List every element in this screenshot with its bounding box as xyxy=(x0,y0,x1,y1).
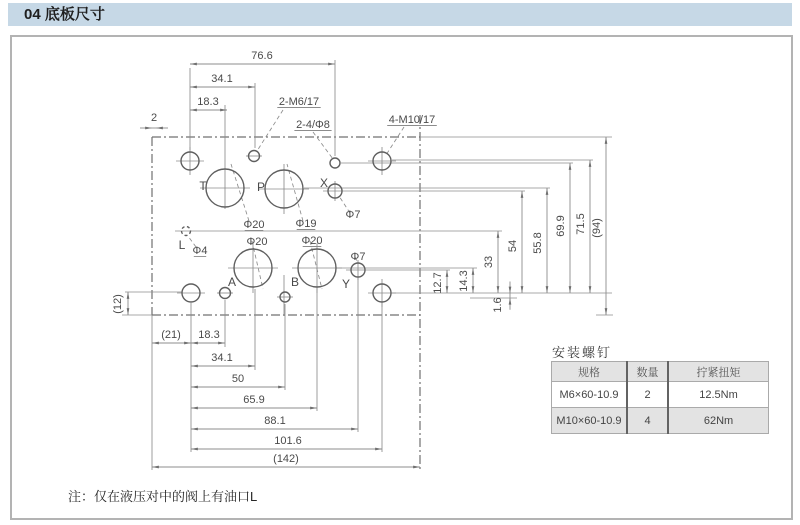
dim-arrow xyxy=(191,342,198,345)
dia-label-P: Φ19 xyxy=(295,218,317,230)
dim-value: 18.3 xyxy=(198,329,220,341)
dia-label-Y: Φ7 xyxy=(350,251,366,263)
dim-arrow xyxy=(191,428,198,431)
dim-arrow xyxy=(589,160,592,167)
dim-arrow xyxy=(190,63,197,66)
dim-value: (142) xyxy=(273,453,299,465)
cell-qty: 2 xyxy=(627,382,668,408)
dim-value: 69.9 xyxy=(555,215,567,237)
dim-arrow xyxy=(191,365,198,368)
col-header-spec: 规格 xyxy=(552,362,628,382)
col-header-torque: 拧紧扭矩 xyxy=(668,362,769,382)
dim-arrow xyxy=(278,386,285,389)
dia-label-B: Φ20 xyxy=(301,235,323,247)
dim-arrow xyxy=(472,268,475,275)
dim-value: (94) xyxy=(591,218,603,238)
dim-arrow xyxy=(446,286,449,293)
dim-value: 34.1 xyxy=(211,73,233,85)
port-label-A: A xyxy=(227,275,237,289)
dim-arrow xyxy=(184,342,191,345)
table-header-row xyxy=(552,362,769,382)
dim-value: 33 xyxy=(483,255,495,269)
dim-arrow xyxy=(328,63,335,66)
cell-spec: M10×60-10.9 xyxy=(552,408,628,434)
dim-value: 14.3 xyxy=(458,270,470,292)
dim-arrow xyxy=(190,86,197,89)
dia-label-L: Φ4 xyxy=(192,245,208,257)
port-label-P: P xyxy=(256,180,266,194)
dim-arrow xyxy=(351,428,358,431)
dim-value: 2 xyxy=(150,112,158,124)
dim-arrow xyxy=(509,287,512,294)
dim-arrow xyxy=(413,466,420,469)
dim-arrow xyxy=(127,292,130,299)
dim-value: 71.5 xyxy=(575,213,587,235)
screw-table-title: 安装螺钉 xyxy=(552,345,613,360)
dim-value: 54 xyxy=(507,239,519,253)
dim-arrow xyxy=(218,342,225,345)
dim-value: 55.8 xyxy=(532,232,544,254)
dim-arrow xyxy=(375,448,382,451)
col-header-qty: 数量 xyxy=(627,362,668,382)
cell-torque: 62Nm xyxy=(668,408,769,434)
callout-phi8: 2-4/Φ8 xyxy=(296,119,330,131)
leader-line xyxy=(287,164,303,221)
table-row xyxy=(552,408,769,434)
dim-value: 65.9 xyxy=(243,394,265,406)
dim-arrow xyxy=(497,286,500,293)
leader-line xyxy=(313,132,333,159)
dim-arrow xyxy=(521,191,524,198)
cell-qty: 4 xyxy=(627,408,668,434)
dim-arrow xyxy=(509,298,512,305)
dim-arrow xyxy=(521,286,524,293)
dim-arrow xyxy=(220,109,227,112)
dim-arrow xyxy=(248,365,255,368)
leader-line xyxy=(310,241,322,289)
leader-line xyxy=(257,110,283,151)
hole-phi8-top xyxy=(330,158,340,168)
dim-value: 76.6 xyxy=(251,50,273,62)
callout-m10: 4-M10/17 xyxy=(388,114,436,126)
dim-arrow xyxy=(156,127,163,130)
leader-line xyxy=(231,164,249,221)
port-label-X: X xyxy=(319,176,329,190)
port-label-Y: Y xyxy=(341,277,351,291)
dim-arrow xyxy=(446,270,449,277)
dim-value: 101.6 xyxy=(274,435,302,447)
dim-arrow xyxy=(605,308,608,315)
dim-value: (21) xyxy=(161,329,181,341)
port-label-T: T xyxy=(199,179,207,193)
dim-arrow xyxy=(191,407,198,410)
dim-arrow xyxy=(152,342,159,345)
cell-spec: M6×60-10.9 xyxy=(552,382,628,408)
dim-value: 18.3 xyxy=(197,96,219,108)
port-label-L: L xyxy=(178,238,186,252)
dim-value: 12.7 xyxy=(432,272,444,294)
dim-arrow xyxy=(589,286,592,293)
section-title: 04 底板尺寸 xyxy=(24,6,105,23)
dim-arrow xyxy=(191,386,198,389)
callout-m6: 2-M6/17 xyxy=(278,96,320,108)
dia-label-A: Φ20 xyxy=(246,236,268,248)
dim-value: 1.6 xyxy=(492,297,504,313)
dim-arrow xyxy=(472,286,475,293)
dim-arrow xyxy=(605,137,608,144)
dim-value: 50 xyxy=(231,373,245,385)
footnote: 注：仅在液压对中的阀上有油口L xyxy=(68,489,258,504)
dim-value: 34.1 xyxy=(211,352,233,364)
cell-torque: 12.5Nm xyxy=(668,382,769,408)
dim-arrow xyxy=(569,286,572,293)
dim-arrow xyxy=(145,127,152,130)
dim-arrow xyxy=(127,308,130,315)
leader-line xyxy=(252,241,263,289)
mounting-screw-table xyxy=(551,361,769,434)
dim-arrow xyxy=(546,286,549,293)
dim-arrow xyxy=(546,188,549,195)
dim-value: 88.1 xyxy=(264,415,286,427)
dim-arrow xyxy=(497,231,500,238)
dia-label-X: Φ7 xyxy=(345,209,361,221)
dia-label-T: Φ20 xyxy=(243,219,265,231)
dim-arrow xyxy=(248,86,255,89)
dim-arrow xyxy=(190,109,197,112)
table-row xyxy=(552,382,769,408)
dim-arrow xyxy=(569,163,572,170)
dim-arrow xyxy=(191,448,198,451)
dim-arrow xyxy=(310,407,317,410)
dim-arrow xyxy=(152,466,159,469)
leader-line xyxy=(386,127,404,155)
dim-value: (12) xyxy=(112,294,124,314)
port-label-B: B xyxy=(290,275,300,289)
